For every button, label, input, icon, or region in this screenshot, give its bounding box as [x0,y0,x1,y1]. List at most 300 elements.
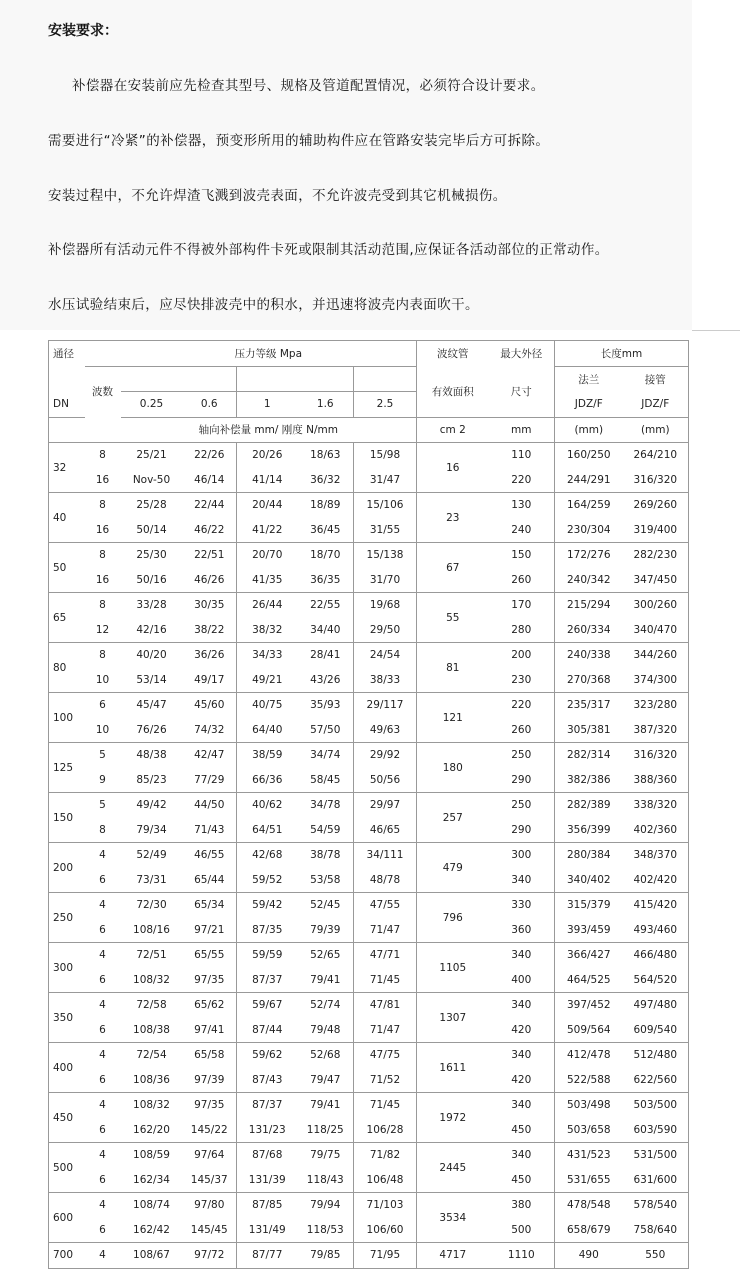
pipe-length-cell: 282/230 [623,543,689,568]
compensation-cell: 40/62 [237,793,298,818]
compensation-cell: 145/37 [183,1168,237,1193]
compensation-cell: 108/67 [121,1243,183,1269]
od-cell: 150 [511,549,532,562]
compensation-cell: 131/39 [237,1168,298,1193]
pipe-length-cell: 388/360 [623,768,689,793]
compensation-cell: 34/74 [310,749,341,762]
compensation-cell: 38/33 [354,668,417,693]
pipe-length-cell: 316/320 [623,743,689,768]
compensation-cell: 79/39 [298,918,354,943]
compensation-cell: 64/51 [237,818,298,843]
compensation-cell: 106/28 [354,1118,417,1143]
waves-cell: 6 [85,868,121,893]
flange-length-cell: 280/384 [555,843,623,868]
table-row [49,1143,689,1168]
compensation-cell: 72/30 [136,899,167,912]
header-jdz-flange: JDZ/F [555,392,623,418]
dn-cell: 700 [49,1243,85,1269]
compensation-cell: 46/22 [183,518,237,543]
header-tongjing: 通径 [49,341,85,367]
compensation-cell: 97/39 [183,1068,237,1093]
area-cell: 479 [417,843,489,893]
pipe-length-cell: 512/480 [623,1043,689,1068]
compensation-cell: 72/51 [136,949,167,962]
pipe-length-cell: 387/320 [623,718,689,743]
table-row [49,993,689,1018]
compensation-cell: 35/93 [310,699,341,712]
compensation-cell: 45/60 [194,699,225,712]
table-row [49,718,689,743]
pipe-length-cell: 578/540 [623,1193,689,1218]
compensation-cell: 28/41 [310,649,341,662]
compensation-cell: 72/54 [136,1049,167,1062]
pipe-length-cell: 319/400 [623,518,689,543]
table-row [49,493,689,518]
pipe-length-cell: 348/370 [623,843,689,868]
flange-length-cell: 531/655 [555,1168,623,1193]
compensation-cell: 49/63 [354,718,417,743]
flange-length-cell: 164/259 [555,493,623,518]
waves-cell: 5 [99,749,106,762]
compensation-cell: 66/36 [237,768,298,793]
table-row [49,1018,689,1043]
compensation-cell: 97/80 [194,1199,225,1212]
od-cell: 250 [511,799,532,812]
dn-cell: 150 [49,793,85,843]
requirement-paragraph: 补偿器在安装前应先检查其型号、规格及管道配置情况，必须符合设计要求。 [72,78,545,94]
table-row [49,1118,689,1143]
compensation-cell: 72/58 [136,999,167,1012]
compensation-cell: 58/45 [298,768,354,793]
flange-length-cell: 240/338 [555,643,623,668]
compensation-cell: 50/56 [354,768,417,793]
compensation-cell: 108/59 [133,1149,170,1162]
header-pipe: 接管 [623,366,689,392]
compensation-cell: 79/85 [298,1243,354,1269]
compensation-cell: 42/47 [194,749,225,762]
compensation-cell: 47/71 [354,943,417,968]
header-pressure-value: 1 [237,392,298,418]
od-cell: 1110 [489,1243,555,1269]
waves-cell: 6 [85,1168,121,1193]
dn-cell: 32 [49,443,85,493]
flange-length-cell: 230/304 [555,518,623,543]
table-row [49,618,689,643]
flange-length-cell: 215/294 [555,593,623,618]
waves-cell: 4 [99,1049,106,1062]
waves-cell: 10 [85,718,121,743]
table-row [49,768,689,793]
flange-length-cell: 172/276 [555,543,623,568]
header-pressure-value: 2.5 [354,392,417,418]
header-area: 有效面积 [417,366,489,417]
od-cell: 360 [489,918,555,943]
compensation-cell: 36/35 [298,568,354,593]
waves-cell: 4 [99,999,106,1012]
flange-length-cell: 270/368 [555,668,623,693]
compensation-cell: 118/25 [298,1118,354,1143]
pipe-length-cell: 323/280 [623,693,689,718]
requirements-panel [0,0,692,330]
pipe-length-cell: 300/260 [623,593,689,618]
compensation-cell: 87/44 [237,1018,298,1043]
table-row [49,468,689,493]
waves-cell: 8 [99,599,106,612]
waves-cell: 6 [85,968,121,993]
header-pressure-value: 1.6 [316,398,334,411]
dn-cell: 200 [49,843,85,893]
flange-length-cell: 464/525 [555,968,623,993]
compensation-cell: 20/26 [237,443,298,468]
flange-length-cell: 315/379 [555,893,623,918]
requirement-paragraph: 安装过程中，不允许焊渣飞溅到波壳表面，不允许波壳受到其它机械损伤。 [48,188,507,204]
flange-length-cell: 305/381 [555,718,623,743]
compensation-cell: 108/16 [121,918,183,943]
od-cell: 230 [489,668,555,693]
compensation-cell: 73/31 [121,868,183,893]
waves-cell: 4 [85,1243,121,1269]
compensation-cell: 42/68 [237,843,298,868]
compensation-cell: 162/42 [121,1218,183,1243]
compensation-cell: 49/42 [136,799,167,812]
od-cell: 340 [511,1149,532,1162]
area-cell: 796 [417,893,489,943]
waves-cell: 10 [85,668,121,693]
od-cell: 340 [511,1099,532,1112]
table-row [49,943,689,968]
requirement-paragraph: 水压试验结束后，应尽快排波壳中的积水，并迅速将波壳内表面吹干。 [48,297,479,313]
compensation-cell: 71/47 [354,1018,417,1043]
compensation-cell: 53/58 [298,868,354,893]
od-cell: 240 [489,518,555,543]
pipe-length-cell: 550 [623,1243,689,1269]
compensation-cell: 108/38 [121,1018,183,1043]
compensation-cell: 65/58 [194,1049,225,1062]
compensation-cell: 46/26 [183,568,237,593]
compensation-cell: 131/49 [237,1218,298,1243]
pipe-length-cell: 564/520 [623,968,689,993]
compensation-cell: 36/45 [298,518,354,543]
header-max-od: 最大外径 [489,341,555,367]
od-cell: 340 [511,949,532,962]
area-cell: 16 [417,443,489,493]
flange-length-cell: 282/314 [555,743,623,768]
od-cell: 220 [511,699,532,712]
flange-length-cell: 260/334 [555,618,623,643]
compensation-cell: 71/82 [354,1143,417,1168]
flange-length-cell: 393/459 [555,918,623,943]
od-cell: 110 [511,449,532,462]
compensation-cell: 71/103 [354,1193,417,1218]
compensation-cell: 54/59 [298,818,354,843]
pipe-length-cell: 402/360 [623,818,689,843]
compensation-cell: 52/45 [310,899,341,912]
flange-length-cell: 431/523 [555,1143,623,1168]
table-row [49,1068,689,1093]
waves-cell: 8 [99,499,106,512]
compensation-cell: 52/65 [310,949,341,962]
waves-cell: 9 [85,768,121,793]
requirement-paragraph: 补偿器所有活动元件不得被外部构件卡死或限制其活动范围,应保证各活动部位的正常动作。 [48,242,609,258]
compensation-cell: 87/37 [237,968,298,993]
od-cell: 420 [489,1068,555,1093]
waves-cell: 16 [85,468,121,493]
header-mm-size: mm [489,417,555,443]
waves-cell: 8 [99,449,106,462]
compensation-cell: 87/35 [237,918,298,943]
table-row [49,868,689,893]
waves-cell: 8 [99,549,106,562]
table-row [49,793,689,818]
compensation-cell: 87/85 [237,1193,298,1218]
table-row [49,443,689,468]
od-cell: 280 [489,618,555,643]
compensation-cell: 79/94 [310,1199,341,1212]
waves-cell: 6 [85,1218,121,1243]
compensation-cell: 29/50 [354,618,417,643]
header-bellows: 波纹管 [417,341,489,367]
compensation-cell: 36/32 [298,468,354,493]
compensation-cell: 49/21 [237,668,298,693]
pipe-length-cell: 531/500 [623,1143,689,1168]
pipe-length-cell: 347/450 [623,568,689,593]
table-row [49,1093,689,1118]
pipe-length-cell: 316/320 [623,468,689,493]
od-cell: 130 [511,499,532,512]
area-cell: 3534 [417,1193,489,1243]
compensation-cell: 29/97 [354,793,417,818]
flange-length-cell: 412/478 [555,1043,623,1068]
flange-length-cell: 503/498 [555,1093,623,1118]
od-cell: 340 [511,1049,532,1062]
table-row [49,968,689,993]
compensation-cell: 25/21 [136,449,167,462]
compensation-cell: 47/55 [354,893,417,918]
compensation-cell: 50/16 [121,568,183,593]
od-cell: 380 [511,1199,532,1212]
compensation-cell: 44/50 [194,799,225,812]
compensation-cell: 34/111 [354,843,417,868]
compensation-cell: 38/59 [237,743,298,768]
waves-cell: 16 [85,568,121,593]
pipe-length-cell: 340/470 [623,618,689,643]
compensation-cell: 71/52 [354,1068,417,1093]
od-cell: 200 [511,649,532,662]
requirements-title: 安装要求： [48,23,118,39]
compensation-cell: 87/37 [237,1093,298,1118]
compensation-cell: 38/22 [183,618,237,643]
compensation-cell: 22/51 [194,549,225,562]
area-cell: 55 [417,593,489,643]
compensation-cell: 29/117 [354,693,417,718]
table-row [49,1043,689,1068]
table-row [49,1218,689,1243]
pipe-length-cell: 497/480 [623,993,689,1018]
header-dn: DN [49,392,85,418]
table-row [49,643,689,668]
header-pressure: 压力等级 Mpa [121,341,417,367]
area-cell: 81 [417,643,489,693]
table-row [49,743,689,768]
compensation-cell: 36/26 [194,649,225,662]
header-compensation: 轴向补偿量 mm/ 刚度 N/mm [121,417,417,443]
table-row [49,543,689,568]
table-row [49,518,689,543]
waves-cell: 16 [85,518,121,543]
table-row [49,1168,689,1193]
compensation-cell: 34/40 [298,618,354,643]
compensation-cell: 97/64 [194,1149,225,1162]
compensation-cell: 49/17 [183,668,237,693]
dn-cell: 450 [49,1093,85,1143]
compensation-cell: 59/59 [237,943,298,968]
area-cell: 121 [417,693,489,743]
dn-cell: 500 [49,1143,85,1193]
compensation-cell: 71/47 [354,918,417,943]
table-row [49,918,689,943]
pipe-length-cell: 466/480 [623,943,689,968]
pipe-length-cell: 622/560 [623,1068,689,1093]
od-cell: 250 [511,749,532,762]
compensation-cell: 65/55 [194,949,225,962]
compensation-cell: 108/32 [133,1099,170,1112]
compensation-cell: 162/20 [121,1118,183,1143]
requirement-paragraph: 需要进行“冷紧”的补偿器，预变形所用的辅助构件应在管路安装完毕后方可拆除。 [48,133,550,149]
compensation-cell: 48/38 [136,749,167,762]
waves-cell: 12 [85,618,121,643]
compensation-cell: 25/30 [136,549,167,562]
compensation-cell: 87/77 [237,1243,298,1269]
od-cell: 500 [489,1218,555,1243]
header-length: 长度mm [555,341,689,367]
flange-length-cell: 397/452 [555,993,623,1018]
compensation-cell: 42/16 [121,618,183,643]
compensation-cell: 20/70 [237,543,298,568]
table-row [49,568,689,593]
od-cell: 330 [511,899,532,912]
flange-length-cell: 503/658 [555,1118,623,1143]
area-cell: 1611 [417,1043,489,1093]
od-cell: 400 [489,968,555,993]
compensation-cell: 59/62 [237,1043,298,1068]
compensation-cell: 59/52 [237,868,298,893]
compensation-cell: 22/55 [310,599,341,612]
compensation-cell: 30/35 [194,599,225,612]
flange-length-cell: 235/317 [555,693,623,718]
pipe-length-cell: 758/640 [623,1218,689,1243]
dn-cell: 50 [49,543,85,593]
table-body [49,443,689,1269]
spec-table [48,340,689,1269]
od-cell: 340 [511,999,532,1012]
waves-cell: 4 [99,899,106,912]
compensation-cell: Nov-50 [121,468,183,493]
pipe-length-cell: 402/420 [623,868,689,893]
pipe-length-cell: 503/500 [623,1093,689,1118]
flange-length-cell: 356/399 [555,818,623,843]
compensation-cell: 97/72 [183,1243,237,1269]
compensation-cell: 65/34 [194,899,225,912]
compensation-cell: 41/35 [237,568,298,593]
waves-cell: 4 [99,1099,106,1112]
compensation-cell: 34/33 [237,643,298,668]
od-cell: 340 [489,868,555,893]
compensation-cell: 52/68 [310,1049,341,1062]
waves-cell: 6 [85,1068,121,1093]
pipe-length-cell: 631/600 [623,1168,689,1193]
compensation-cell: 15/138 [354,543,417,568]
compensation-cell: 79/48 [298,1018,354,1043]
flange-length-cell: 522/588 [555,1068,623,1093]
od-cell: 220 [489,468,555,493]
dn-cell: 300 [49,943,85,993]
compensation-cell: 87/43 [237,1068,298,1093]
compensation-cell: 31/70 [354,568,417,593]
compensation-cell: 24/54 [354,643,417,668]
divider [692,330,740,331]
compensation-cell: 79/34 [121,818,183,843]
compensation-cell: 53/14 [121,668,183,693]
compensation-cell: 97/35 [194,1099,225,1112]
table-row [49,1243,689,1269]
flange-length-cell: 490 [555,1243,623,1269]
header-size: 尺寸 [510,385,532,398]
od-cell: 170 [511,599,532,612]
compensation-cell: 29/92 [354,743,417,768]
pipe-length-cell: 415/420 [623,893,689,918]
compensation-cell: 71/45 [354,968,417,993]
pipe-length-cell: 264/210 [623,443,689,468]
od-cell: 450 [489,1118,555,1143]
compensation-cell: 97/41 [183,1018,237,1043]
dn-cell: 40 [49,493,85,543]
compensation-cell: 46/14 [183,468,237,493]
flange-length-cell: 478/548 [555,1193,623,1218]
header-cm2: cm 2 [417,417,489,443]
compensation-cell: 22/44 [194,499,225,512]
area-cell: 23 [417,493,489,543]
flange-length-cell: 382/386 [555,768,623,793]
compensation-cell: 108/74 [133,1199,170,1212]
header-jdz-pipe: JDZ/F [623,392,689,418]
compensation-cell: 77/29 [183,768,237,793]
header-mm-flange: (mm) [555,417,623,443]
header-flange: 法兰 [555,366,623,392]
compensation-cell: 40/75 [237,693,298,718]
waves-cell: 4 [99,1149,106,1162]
od-cell: 290 [489,818,555,843]
compensation-cell: 48/78 [354,868,417,893]
pipe-length-cell: 603/590 [623,1118,689,1143]
compensation-cell: 79/47 [298,1068,354,1093]
compensation-cell: 46/65 [354,818,417,843]
pipe-length-cell: 269/260 [623,493,689,518]
header-mm-pipe: (mm) [623,417,689,443]
compensation-cell: 41/14 [237,468,298,493]
compensation-cell: 18/63 [310,449,341,462]
compensation-cell: 47/75 [354,1043,417,1068]
table-row [49,693,689,718]
compensation-cell: 59/42 [237,893,298,918]
compensation-cell: 106/60 [354,1218,417,1243]
compensation-cell: 145/22 [183,1118,237,1143]
compensation-cell: 20/44 [237,493,298,518]
compensation-cell: 85/23 [121,768,183,793]
header-pressure-value: 0.25 [139,398,164,411]
od-cell: 300 [511,849,532,862]
compensation-cell: 79/75 [310,1149,341,1162]
compensation-cell: 33/28 [136,599,167,612]
